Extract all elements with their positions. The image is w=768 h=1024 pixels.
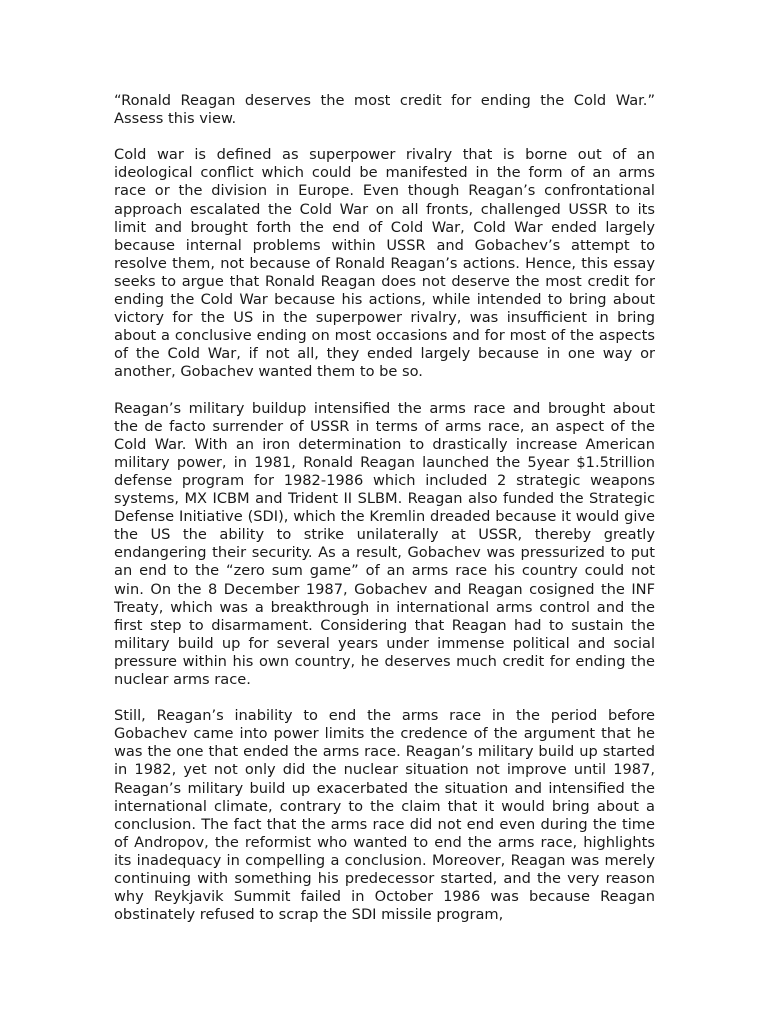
paragraph-military-buildup: Reagan’s military buildup intensified the arms race and brought about the de facto surrender of USSR in terms of arms race, an aspect of the Cold War. With an iron determination to drastically increase American military power, in 1981, Ronald Reagan launched the 5year $1.5trillion defense program for 1982-1986 which included 2 strategic weapons systems, MX ICBM and Trident II SLBM. Reagan also funded the Strategic Defense Initiative (SDI), which the Kremlin dreaded because it would give the US the ability to strike unilaterally at USSR, thereby greatly endangering their security. As a result, Gobachev was pressurized to put an end to the “zero sum game” of an arms race his country could not win. On the 8 December 1987, Gobachev and Reagan cosigned the INF Treaty, which was a breakthrough in international arms control and the first step to disarmament. Considering that Reagan had to sustain the military build up for several years under immense political and social pressure within his own country, he deserves much credit for ending the nuclear arms race. — [114, 399, 655, 688]
paragraph-counterargument: Still, Reagan’s inability to end the arms race in the period before Gobachev came into power limits the credence of the argument that he was the one that ended the arms race. Reagan’s military build up started in 1982, yet not only did the nuclear situation not improve until 1987, Reagan’s military build up exacerbated the situation and intensified the international climate, contrary to the claim that it would bring about a conclusion. The fact that the arms race did not end even during the time of Andropov, the reformist who wanted to end the arms race, highlights its inadequacy in compelling a conclusion. Moreover, Reagan was merely continuing with something his predecessor started, and the very reason why Reykjavik Summit failed in October 1986 was because Reagan obstinately refused to scrap the SDI missile program, — [114, 707, 655, 924]
essay-title: “Ronald Reagan deserves the most credit for ending the Cold War.” Assess this view. — [114, 92, 655, 128]
paragraph-introduction: Cold war is defined as superpower rivalry that is borne out of an ideological conflict which could be manifested in the form of an arms race or the division in Europe. Even though Reagan’s confrontational approach escalated the Cold War on all fronts, challenged USSR to its limit and brought forth the end of Cold War, Cold War ended largely because internal problems within USSR and Gobachev’s attempt to resolve them, not because of Ronald Reagan’s actions. Hence, this essay seeks to argue that Ronald Reagan does not deserve the most credit for ending the Cold War because his actions, while intended to bring about victory for the US in the superpower rivalry, was insufficient in bring about a conclusive ending on most occasions and for most of the aspects of the Cold War, if not all, they ended largely because in one way or another, Gobachev wanted them to be so. — [114, 146, 655, 381]
document-page — [114, 92, 655, 942]
